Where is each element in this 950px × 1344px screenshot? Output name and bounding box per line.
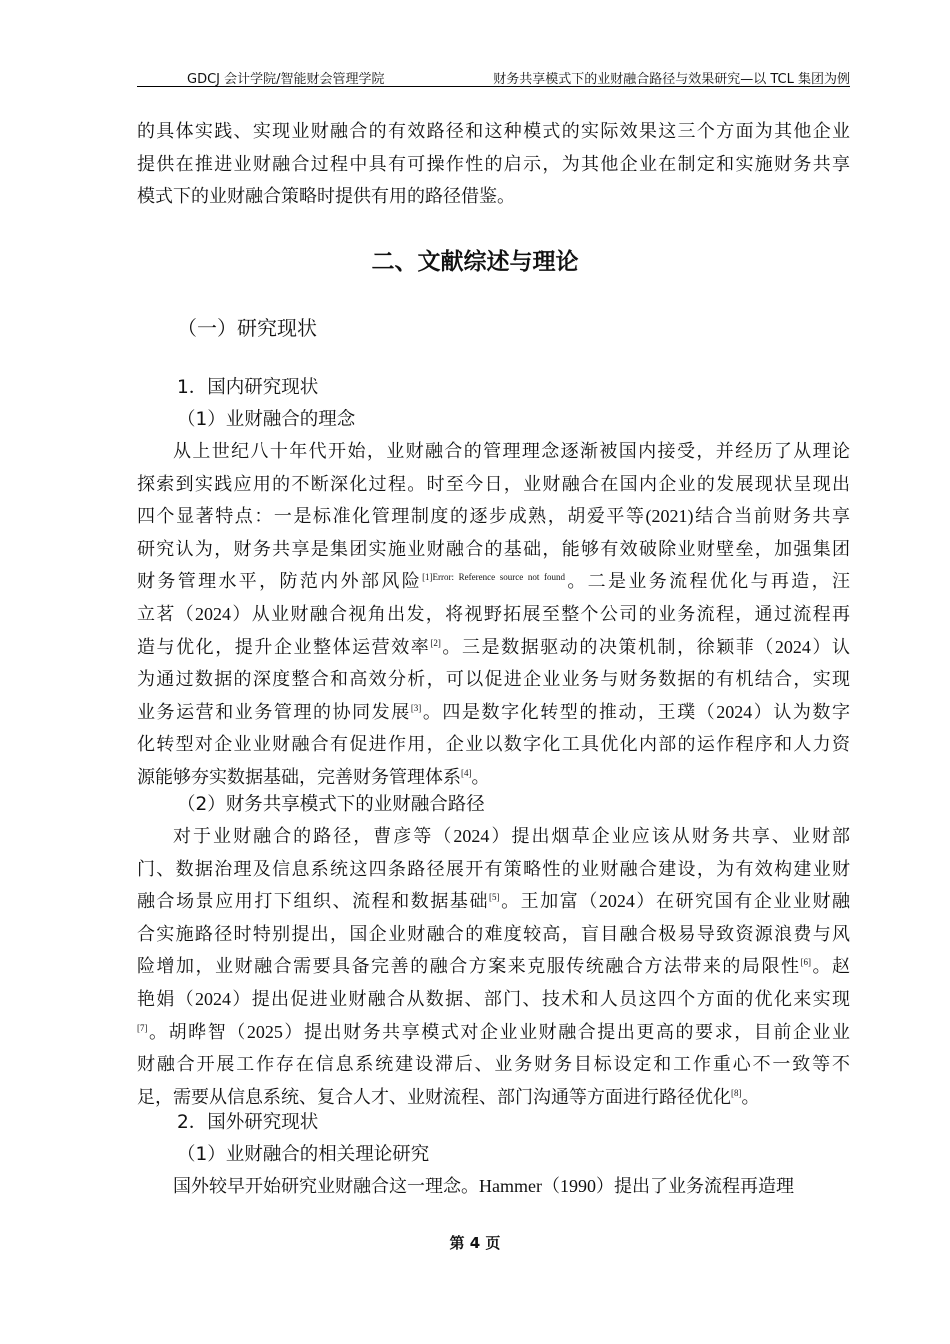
text-line xyxy=(137,435,850,468)
subsection-heading: 2．国外研究现状 xyxy=(177,1112,319,1133)
text-run: 险增加，业财融合需要具备完善的融合方案来克服传统融合方法带来的局限性 xyxy=(137,956,801,977)
citation-ref: [4] xyxy=(461,767,472,778)
text-line xyxy=(137,533,850,566)
text-line xyxy=(137,696,850,729)
paragraph xyxy=(137,1170,850,1203)
text-line xyxy=(137,148,850,181)
text-line xyxy=(137,1170,850,1203)
text-run: 艳娟（2024）提出促进业财融合从数据、部门、技术和人员这四个方面的优化来实现 xyxy=(137,988,850,1009)
text-line xyxy=(137,761,850,794)
citation-ref: [7] xyxy=(137,1022,148,1033)
citation-ref: [6] xyxy=(800,957,811,968)
text-run: 门、数据治理及信息系统这四条路径展开有策略性的业财融合建设，为有效构建业财 xyxy=(137,858,850,879)
text-run: 国外较早开始研究业财融合这一理念。Hammer（1990）提出了业务流程再造理 xyxy=(173,1176,794,1196)
subsubsection-heading: （1）业财融合的理念 xyxy=(177,409,356,430)
page-number: 第 4 页 xyxy=(449,1234,501,1252)
text-run: 探索到实践应用的不断深化过程。时至今日，业财融合在国内企业的发展现状呈现出 xyxy=(137,473,850,494)
paragraph xyxy=(137,435,850,794)
text-line xyxy=(137,180,850,213)
text-run: 。赵 xyxy=(810,956,850,977)
header-thesis-title: 财务共享模式下的业财融合路径与效果研究—以 TCL 集团为例 xyxy=(493,72,850,87)
paragraph xyxy=(137,115,850,213)
text-run: 研究认为，财务共享是集团实施业财融合的基础，能够有效破除业财壁垒，加强集团 xyxy=(137,538,850,559)
text-run: 立茗（2024）从业财融合视角出发，将视野拓展至整个公司的业务流程，通过流程再 xyxy=(137,603,850,624)
text-line xyxy=(137,500,850,533)
text-line xyxy=(137,468,850,501)
text-line xyxy=(137,918,850,951)
text-run: 合实施路径时特别提出，国企业财融合的难度较高，盲目融合极易导致资源浪费与风 xyxy=(137,923,850,944)
text-run: 。 xyxy=(741,1086,760,1107)
text-run: 。二是业务流程优化与再造，汪 xyxy=(564,571,851,592)
text-run: 四个显著特点：一是标准化管理制度的逐步成熟，胡爱平等(2021)结合当前财务共享 xyxy=(137,506,850,527)
text-run: 足，需要从信息系统、复合人才、业财流程、部门沟通等方面进行路径优化 xyxy=(137,1086,731,1107)
subsubsection-heading: （1）业财融合的相关理论研究 xyxy=(177,1144,430,1165)
text-line xyxy=(137,115,850,148)
text-run: 源能够夯实数据基础，完善财务管理体系 xyxy=(137,766,461,787)
text-line xyxy=(137,853,850,886)
text-line xyxy=(137,598,850,631)
section-heading: （一）研究现状 xyxy=(177,316,317,340)
text-line xyxy=(137,1016,850,1049)
text-line xyxy=(137,1048,850,1081)
citation-ref: [8] xyxy=(731,1087,742,1098)
citation-ref: [5] xyxy=(489,892,500,903)
text-run: 。四是数字化转型的推动，王璞（2024）认为数字 xyxy=(421,701,851,722)
text-run: 为通过数据的深度整合和高效分析，可以促进企业业务与财务数据的有机结合，实现 xyxy=(137,669,850,690)
page-header xyxy=(137,66,850,87)
citation-ref: [3] xyxy=(410,702,422,713)
text-run: 业务运营和业务管理的协同发展 xyxy=(137,701,411,722)
chapter-heading: 二、文献综述与理论 xyxy=(371,249,579,275)
paragraph xyxy=(137,820,850,1113)
text-run: 融合场景应用打下组织、流程和数据基础 xyxy=(137,891,490,912)
text-run: 。三是数据驱动的决策机制，徐颖菲（2024）认 xyxy=(440,636,851,657)
text-line xyxy=(137,983,850,1016)
text-line xyxy=(137,950,850,983)
text-line xyxy=(137,663,850,696)
citation-ref: [1]Error: Reference source not found xyxy=(422,572,565,583)
text-run: 化转型对企业业财融合有促进作用，企业以数字化工具优化内部的运作程序和人力资 xyxy=(137,734,850,755)
citation-ref: [2] xyxy=(430,637,441,648)
text-run: 对于业财融合的路径，曹彦等（2024）提出烟草企业应该从财务共享、业财部 xyxy=(173,826,850,846)
text-run: 。胡晔智（2025）提出财务共享模式对企业业财融合提出更高的要求，目前企业业 xyxy=(147,1021,850,1042)
text-line xyxy=(137,885,850,918)
text-run: 的具体实践、实现业财融合的有效路径和这种模式的实际效果这三个方面为其他企业 xyxy=(137,121,850,141)
text-run: 提供在推进业财融合过程中具有可操作性的启示，为其他企业在制定和实施财务共享 xyxy=(137,153,850,174)
header-institution: GDCJ 会计学院/智能财会管理学院 xyxy=(187,72,385,87)
text-line xyxy=(137,728,850,761)
text-run: 从上世纪八十年代开始，业财融合的管理理念逐渐被国内接受，并经历了从理论 xyxy=(173,441,850,461)
text-run: 模式下的业财融合策略时提供有用的路径借鉴。 xyxy=(137,186,515,207)
text-run: 。 xyxy=(471,766,490,787)
text-run: 。王加富（2024）在研究国有企业业财融 xyxy=(499,891,851,912)
subsection-heading: 1．国内研究现状 xyxy=(177,377,319,398)
text-line xyxy=(137,565,850,598)
subsubsection-heading: （2）财务共享模式下的业财融合路径 xyxy=(177,794,485,815)
text-run: 造与优化，提升企业整体运营效率 xyxy=(137,636,431,657)
text-run: 财融合开展工作存在信息系统建设滞后、业务财务目标设定和工作重心不一致等不 xyxy=(137,1054,850,1075)
text-line xyxy=(137,631,850,664)
text-run: 财务管理水平，防范内外部风险 xyxy=(137,571,423,592)
text-line xyxy=(137,820,850,853)
